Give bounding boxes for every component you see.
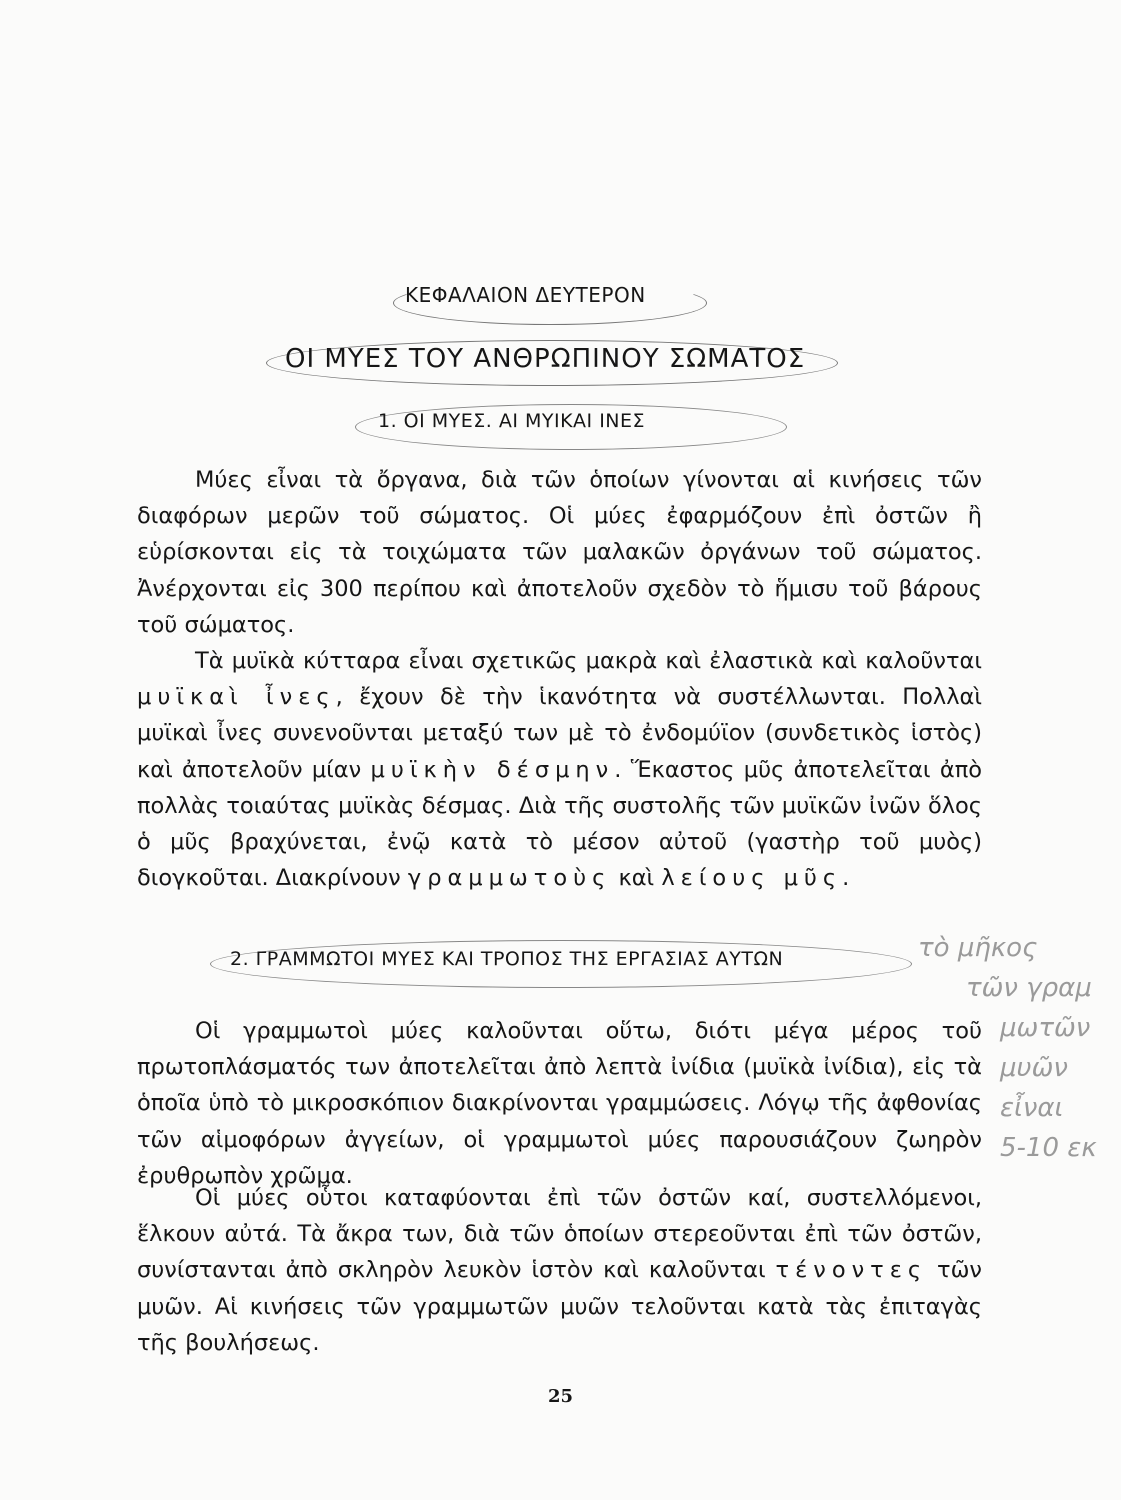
paragraph-text: τῶν μυῶν. Αἱ κινήσεις τῶν γραμμωτῶν μυῶν τελοῦνται κατὰ τὰς ἐπιταγὰς τῆς βουλήσεως. [137,1257,983,1356]
paragraph-text: καὶ [618,865,655,892]
section1-heading: 1. ΟΙ ΜΥΕΣ. ΑΙ ΜΥΙΚΑΙ ΙΝΕΣ [378,410,646,432]
section2-paragraph-1: Οἱ γραμμωτοὶ μύες καλοῦνται οὕτω, διότι μέγα μέρος τοῦ πρωτοπλάσματός των ἀποτελεῖται ἀπὸ λεπτὰ ἰνίδια (μυϊκὰ ἰνίδια), εἰς τὰ ὁποῖα ὑπὸ τὸ μικροσκόπιον διακρίνονται γραμμώσεις. Λόγῳ τῆς ἀφθονίας τῶν αἱμοφόρων ἀγγείων, οἱ γραμμωτοὶ μύες παρουσιάζουν ζωηρὸν ἐρυθρωπὸν χρῶμα. [137,1018,982,1189]
paragraph-text: Τὰ μυϊκὰ κύτταρα εἶναι σχετικῶς μακρὰ καὶ ἐλαστικὰ καὶ καλοῦνται [195,648,982,674]
term-tendons: τένοντες [775,1257,928,1284]
handwritten-line: 5-10 εκ [1000,1133,1097,1163]
chapter-title: ΟΙ ΜΥΕΣ ΤΟΥ ΑΝΘΡΩΠΙΝΟΥ ΣΩΜΑΤΟΣ [285,344,806,374]
section1-paragraph-2 [137,643,982,896]
paragraph-text: , ἔχουν δὲ τὴν ἱκανότητα νὰ συστέλλωνται. Πολλαὶ μυϊκαὶ ἶνες συνενοῦνται μεταξύ των μὲ τὸ ἐνδομύϊον (συνδετικὸς ἱστὸς) καὶ ἀποτελοῦν μίαν [137,684,982,783]
handwritten-line: τὸ μῆκος [918,933,1038,963]
handwritten-margin-note [918,928,1118,1168]
section2-heading: 2. ΓΡΑΜΜΩΤΟΙ ΜΥΕΣ ΚΑΙ ΤΡΟΠΟΣ ΤΗΣ ΕΡΓΑΣΙΑΣ ΑΥΤΩΝ [230,948,784,970]
section1-paragraph-1: Μύες εἶναι τὰ ὄργανα, διὰ τῶν ὁποίων γίνονται αἱ κινήσεις τῶν διαφόρων μερῶν τοῦ σώματος. Οἱ μύες ἐφαρμόζουν ἐπὶ ὀστῶν ἢ εὑρίσκονται εἰς τὰ τοιχώματα τῶν μαλακῶν ὀργάνων τοῦ σώματος. Ἀνέρχονται εἰς 300 περίπου καὶ ἀποτελοῦν σχεδὸν τὸ ἥμισυ τοῦ βάρους τοῦ σώματος. [137,467,982,638]
paragraph-text: . [842,865,850,892]
paragraph-text: . Ἕκαστος μῦς ἀποτελεῖται ἀπὸ πολλὰς τοιαύτας μυϊκὰς δέσμας. Διὰ τῆς συστολῆς τῶν μυϊκῶν ἰνῶν ὅλος ὁ μῦς βραχύνεται, ἐνῷ κατὰ τὸ μέσον αὐτοῦ (γαστὴρ τοῦ μυὸς) διογκοῦται. Διακρίνουν [137,756,983,892]
paragraph-text: Οἱ μύες οὗτοι καταφύονται ἐπὶ τῶν ὀστῶν καί, συστελλόμενοι, ἕλκουν αὐτά. Τὰ ἄκρα των, διὰ τῶν ὁποίων στερεοῦνται ἐπὶ τῶν ὀστῶν, συνίστανται ἀπὸ σκληρὸν λευκὸν ἱστὸν καὶ καλοῦνται [137,1185,982,1284]
term-smooth: λείους μῦς [661,865,843,892]
term-muscle-bundle: μυϊκὴν δέσμην [370,756,615,783]
handwritten-line: μωτῶν [1000,1013,1091,1043]
chapter-label: ΚΕΦΑΛΑΙΟΝ ΔΕΥΤΕΡΟΝ [405,283,646,307]
term-striated: γραμμωτοὺς [407,865,612,892]
handwritten-line: μυῶν [1000,1053,1068,1083]
section2-paragraph-2 [137,1180,982,1361]
page-number: 25 [547,1386,574,1407]
handwritten-line: τῶν γραμ [966,973,1092,1003]
handwritten-line: εἶναι [1000,1093,1064,1123]
term-muscle-fibers: μυϊκαὶ ἶνες [137,684,336,711]
